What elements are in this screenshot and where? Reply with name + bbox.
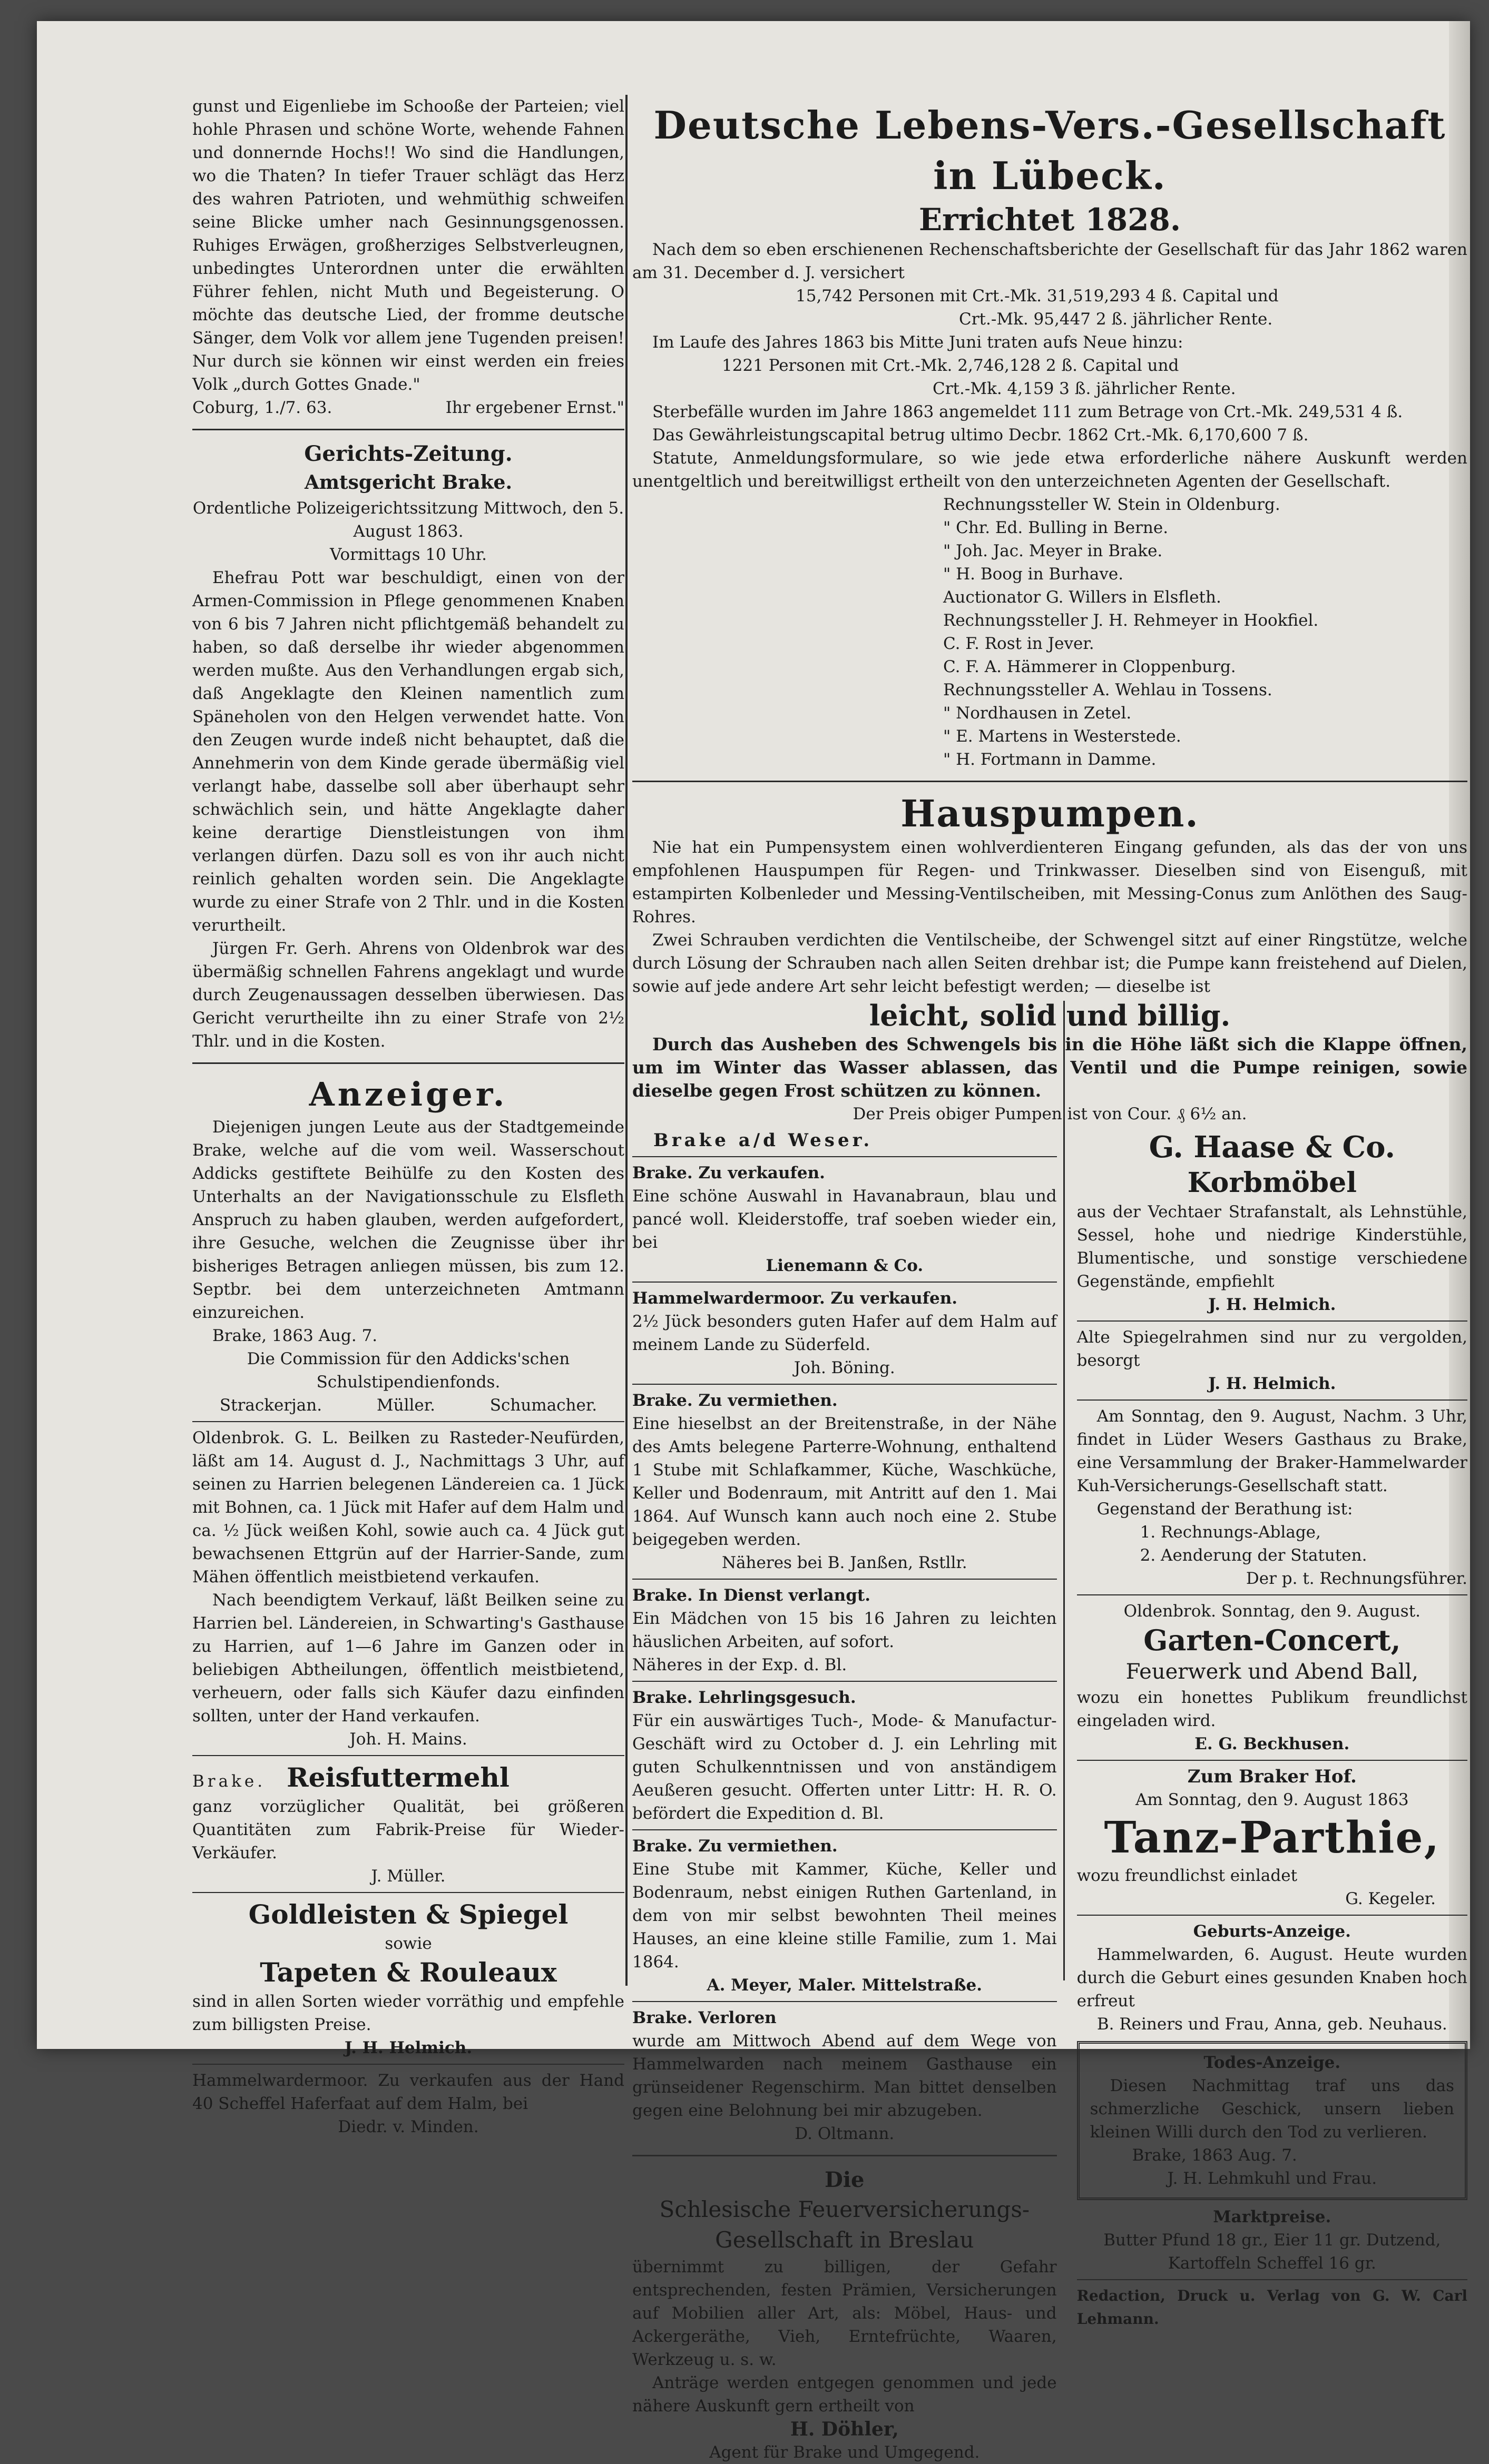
tod-signature: J. H. Lehmkuhl und Frau. bbox=[1167, 2169, 1377, 2188]
intro-signature: Ihr ergebener Ernst." bbox=[445, 398, 624, 417]
tod-date: Brake, 1863 Aug. 7. bbox=[1132, 2146, 1297, 2165]
ad-text: Eine Stube mit Kammer, Küche, Keller und Bodenraum, nebst einigen Ruthen Gartenland, in dem von mir selbst bewohnten Theil meines Hauses, an eine kleine stille Familie, zum 1. Mai 1864. bbox=[632, 1860, 1057, 1972]
ad-signature: A. Meyer, Maler. Mittelstraße. bbox=[707, 1976, 983, 1995]
ad-head: Brake. Zu vermiethen. bbox=[632, 1837, 838, 1856]
ad-text: wurde am Mittwoch Abend auf dem Wege von Hammelwarden nach meinem Gasthause ein grünseidener Regenschirm. Man bittet denselben gegen eine Belohnung bei mir abzugeben. bbox=[632, 2032, 1057, 2120]
divider bbox=[632, 2001, 1057, 2002]
korb-title: Korbmöbel bbox=[1187, 1167, 1357, 1199]
hafer-ad: Hammelwardermoor. Zu verkaufen aus der Hand 40 Scheffel Haferfaat auf dem Halm, bei bbox=[192, 2071, 624, 2113]
divider bbox=[192, 1755, 624, 1756]
reis-signature: J. Müller. bbox=[371, 1867, 446, 1886]
insurance-line-5: 1221 Personen mit Crt.-Mk. 2,746,128 2 ß. Capital und bbox=[722, 356, 1179, 375]
signer-name: Müller. bbox=[376, 1396, 436, 1415]
agent-line: " Chr. Ed. Bulling in Berne. bbox=[943, 518, 1169, 537]
korb-text: aus der Vechtaer Strafanstalt, als Lehnstühle, Sessel, hohe und niedrige Kinderstühle, Blumentische, und sonstige verschiedene Gegenstände, empfiehlt bbox=[1076, 1203, 1467, 1291]
agent-line: C. F. A. Hämmerer in Cloppenburg. bbox=[943, 657, 1236, 676]
divider bbox=[192, 429, 624, 430]
insurance-line-2: 15,742 Personen mit Crt.-Mk. 31,519,293 4 ß. Capital und bbox=[796, 287, 1279, 305]
insurance-line-4: Im Laufe des Jahres 1863 bis Mitte Juni traten aufs Neue hinzu: bbox=[652, 333, 1183, 352]
markt-text: Butter Pfund 18 gr., Eier 11 gr. Dutzend, Kartoffeln Scheffel 16 gr. bbox=[1103, 2231, 1441, 2273]
right-area bbox=[632, 100, 1467, 2462]
divider bbox=[1077, 1915, 1467, 1916]
divider bbox=[632, 1384, 1057, 1385]
insurance-line-9: Statute, Anmeldungsformulare, so wie jede etwa erforderliche nähere Auskunft werden unentgeltlich und bereitwilligst ertheilt von den unterzeichneten Agenten der Gesellschaft. bbox=[632, 449, 1467, 491]
kuh-subject: Gegenstand der Berathung ist: bbox=[1096, 1500, 1353, 1519]
pumps-slogan: leicht, solid und billig. bbox=[869, 999, 1231, 1032]
ad-signature: Näheres in der Exp. d. Bl. bbox=[632, 1655, 847, 1674]
divider bbox=[192, 1421, 624, 1422]
signer-name: Strackerjan. bbox=[219, 1396, 322, 1415]
agent-line: " Nordhausen in Zetel. bbox=[943, 704, 1132, 723]
goldleisten-signature: J. H. Helmich. bbox=[344, 2038, 473, 2057]
ad-head: Brake. Verloren bbox=[632, 2008, 777, 2027]
ad-head: Brake. Zu vermiethen. bbox=[632, 1391, 838, 1410]
ad-signature: Näheres bei B. Janßen, Rstllr. bbox=[721, 1553, 967, 1572]
korb-signature: J. H. Helmich. bbox=[1208, 1295, 1336, 1314]
ad-text: Eine schöne Auswahl in Havanabraun, blau und pancé woll. Kleiderstoffe, traf soeben wieder ein, bei bbox=[632, 1187, 1057, 1252]
agent-line: Rechnungssteller W. Stein in Oldenburg. bbox=[943, 495, 1280, 514]
reis-text: ganz vorzüglicher Qualität, bei größeren Quantitäten zum Fabrik-Preise für Wieder-Verkäufer. bbox=[192, 1797, 624, 1862]
hof-title: Zum Braker Hof. bbox=[1187, 1766, 1357, 1787]
oldenbrok-signature: Joh. H. Mains. bbox=[349, 1730, 467, 1749]
tod-text: Diesen Nachmittag traf uns das schmerzliche Geschick, unsern lieben kleinen Willi durch den Tod zu verlieren. bbox=[1090, 2076, 1454, 2142]
garten-subtitle: Feuerwerk und Abend Ball, bbox=[1125, 1660, 1419, 1684]
divider bbox=[1077, 1760, 1467, 1761]
stipend-date: Brake, 1863 Aug. 7. bbox=[212, 1326, 378, 1345]
imprint: Redaction, Druck u. Verlag von G. W. Carl Lehmann. bbox=[1076, 2287, 1467, 2328]
divider bbox=[192, 2064, 624, 2065]
divider bbox=[632, 1579, 1057, 1580]
divider bbox=[1077, 1320, 1467, 1322]
gericht-time: Vormittags 10 Uhr. bbox=[330, 545, 487, 564]
insurance-founded: Errichtet 1828. bbox=[918, 202, 1181, 238]
geburt-signature: B. Reiners und Frau, Anna, geb. Neuhaus. bbox=[1096, 2015, 1447, 2034]
kuh-text: Am Sonntag, den 9. August, Nachm. 3 Uhr, findet in Lüder Wesers Gasthaus zu Brake, eine Versammlung der Braker-Hammelwarder Kuh-Versicherungs-Gesellschaft statt. bbox=[1076, 1407, 1467, 1495]
pumps-price: Der Preis obiger Pumpen ist von Cour. ₰ 6½ an. bbox=[853, 1105, 1247, 1123]
agent-line: " E. Martens in Westerstede. bbox=[943, 727, 1181, 746]
spiegel-text: Alte Spiegelrahmen sind nur zu vergolden, besorgt bbox=[1076, 1328, 1467, 1370]
garten-signature: E. G. Beckhusen. bbox=[1194, 1734, 1350, 1753]
agent-line: Rechnungssteller A. Wehlau in Tossens. bbox=[943, 681, 1272, 699]
divider bbox=[192, 1062, 624, 1064]
ad-head: Brake. Zu verkaufen. bbox=[632, 1164, 825, 1182]
gericht-case-1: Ehefrau Pott war beschuldigt, einen von der Armen-Commission in Pflege genommenen Knaben von 6 bis 7 Jahren nicht pflichtgemäß behandelt zu haben, so daß derselbe ihr wieder abgenommen werden mußte. Aus den Verhandlungen ergab sich, daß Angeklagte den Kleinen namentlich zum Späneholen von den Helgen verwendet hatte. Von den Zeugen wurde indeß nicht behauptet, daß die Annehmerin von dem Kinde gerade übermäßig viel verlangt habe, dasselbe soll aber überhaupt sehr schwächlich sein, und hätte Angeklagte daher keine derartige Dienstleistungen von ihm verlangen dürfen. Dazu soll es von ihr auch nicht reinlich gehalten worden sein. Die Angeklagte wurde zu einer Strafe von 2 Thlr. und in die Kosten verurtheilt. bbox=[192, 568, 624, 935]
pumps-title: Hauspumpen. bbox=[900, 792, 1199, 835]
reis-title: Reisfuttermehl bbox=[287, 1762, 510, 1793]
ad-head: Hammelwardermoor. Zu verkaufen. bbox=[632, 1289, 958, 1308]
tod-title: Todes-Anzeige. bbox=[1203, 2053, 1341, 2072]
spiegel-signature: J. H. Helmich. bbox=[1208, 1374, 1336, 1393]
kuh-signature: Der p. t. Rechnungsführer. bbox=[1246, 1569, 1467, 1588]
gericht-session: Ordentliche Polizeigerichtssitzung Mittwoch, den 5. August 1863. bbox=[192, 499, 624, 541]
gericht-subtitle: Amtsgericht Brake. bbox=[305, 471, 512, 494]
insurance-line-7: Sterbefälle wurden im Jahre 1863 angemeldet 111 zum Betrage von Crt.-Mk. 249,531 4 ß. bbox=[652, 402, 1403, 421]
ad-text: 2½ Jück besonders guten Hafer auf dem Halm auf meinem Lande zu Süderfeld. bbox=[632, 1312, 1057, 1354]
pumps-text-1: Nie hat ein Pumpensystem einen wohlverdienteren Eingang gefunden, als das der von uns empfohlenen Hauspumpen für Regen- und Trinkwasser. Dieselben sind von Eisenguß, mit estampirten Kolbenleder und Messing-Ventilscheiben, mit Messing-Conus zum Anlöthen des Saug-Rohres. bbox=[632, 838, 1467, 927]
tapeten-title: Tapeten & Rouleaux bbox=[260, 1957, 557, 1988]
agent-line: " Joh. Jac. Meyer in Brake. bbox=[943, 541, 1163, 560]
divider bbox=[632, 1156, 1057, 1157]
geburt-title: Geburts-Anzeige. bbox=[1193, 1922, 1351, 1941]
schlesische-agent-role: Agent für Brake und Umgegend. bbox=[709, 2443, 980, 2462]
insurance-line-3: Crt.-Mk. 95,447 2 ß. jährlicher Rente. bbox=[959, 310, 1273, 329]
kuh-item: 1. Rechnungs-Ablage, bbox=[1140, 1523, 1321, 1542]
ad-signature: Lienemann & Co. bbox=[766, 1256, 924, 1275]
hof-line: Am Sonntag, den 9. August 1863 bbox=[1135, 1790, 1409, 1809]
lower-right-column bbox=[1066, 1129, 1467, 2464]
divider bbox=[1077, 1399, 1467, 1401]
anzeiger-title: Anzeiger. bbox=[309, 1075, 508, 1113]
garten-title: Garten-Concert, bbox=[1143, 1623, 1401, 1657]
goldleisten-sowie: sowie bbox=[385, 1934, 432, 1953]
haase-title: G. Haase & Co. bbox=[1149, 1130, 1396, 1165]
death-notice-box bbox=[1077, 2041, 1467, 2200]
schlesische-die: Die bbox=[825, 2167, 865, 2192]
ad-text: Ein Mädchen von 15 bis 16 Jahren zu leichten häuslichen Arbeiten, auf sofort. bbox=[632, 1609, 1057, 1651]
ad-head: Brake. In Dienst verlangt. bbox=[632, 1586, 870, 1605]
lower-left-column bbox=[632, 1129, 1066, 2464]
ad-head: Brake. Lehrlingsgesuch. bbox=[632, 1688, 856, 1707]
reis-place: Brake. bbox=[192, 1772, 266, 1791]
column-rule bbox=[625, 95, 628, 1986]
tanz-text: wozu freundlichst einladet bbox=[1076, 1866, 1298, 1885]
divider bbox=[1077, 2279, 1467, 2280]
insurance-line-1: Nach dem so eben erschienenen Rechenschaftsberichte der Gesellschaft für das Jahr 1862 waren am 31. December d. J. versichert bbox=[632, 240, 1467, 282]
schlesische-text: übernimmt zu billigen, der Gefahr entsprechenden, festen Prämien, Versicherungen auf Mobilien aller Art, als: Möbel, Haus- und Ackergeräthe, Vieh, Erntefrüchte, Waaren, Werkzeug u. s. w. bbox=[632, 2258, 1057, 2369]
divider bbox=[632, 781, 1467, 782]
ad-signature: Joh. Böning. bbox=[794, 1358, 895, 1377]
divider bbox=[1077, 1594, 1467, 1595]
signer-name: Schumacher. bbox=[489, 1396, 597, 1415]
stipend-notice: Diejenigen jungen Leute aus der Stadtgemeinde Brake, welche auf die vom weil. Wasserschout Addicks gestiftete Beihülfe zu den Kosten des Unterhalts an der Navigationsschule zu Elsfleth Anspruch zu haben glauben, werden aufgefordert, ihre Gesuche, welchen die Zeugnisse über ihr bisheriges Betragen anliegen müssen, bis zum 12. Septbr. bei dem unterzeichneten Amtmann einzureichen. bbox=[192, 1118, 624, 1322]
pumps-text-3: Durch das Ausheben des Schwengels bis in die Höhe läßt sich die Klappe öffnen, um im Winter das Wasser ablassen, das Ventil und die Pumpe reinigen, sowie dieselbe gegen Frost schützen zu können. bbox=[632, 1034, 1467, 1101]
insurance-title: Deutsche Lebens-Vers.-Gesellschaft in Lübeck. bbox=[653, 103, 1446, 198]
agent-line: Rechnungssteller J. H. Rehmeyer in Hookfiel. bbox=[943, 611, 1319, 630]
divider bbox=[632, 2155, 1057, 2156]
gericht-title: Gerichts-Zeitung. bbox=[304, 441, 513, 466]
oldenbrok-auction: Oldenbrok. G. L. Beilken zu Rasteder-Neufürden, läßt am 14. August d. J., Nachmittags 3 Uhr, auf seinen zu Harrien belegenen Ländereien ca. 1 Jück mit Bohnen, ca. 1 Jück mit Hafer auf dem Halm und ca. ½ Jück weißen Kohl, sowie auch ca. 4 Jück gut bewachsenen Ettgrün auf der Harrier-Sande, zum Mähen öffentlich meistbietend verkaufen. bbox=[192, 1428, 624, 1586]
goldleisten-text: sind in allen Sorten wieder vorräthig und empfehle zum billigsten Preise. bbox=[192, 1992, 624, 2034]
insurance-line-8: Das Gewährleistungscapital betrug ultimo Decbr. 1862 Crt.-Mk. 6,170,600 7 ß. bbox=[652, 426, 1309, 445]
ad-text: Für ein auswärtiges Tuch-, Mode- & Manufactur-Geschäft wird zu October d. J. ein Lehrling mit guten Schulkenntnissen und von anständigem Aeußeren gesucht. Offerten unter Littr: H. R. O. befördert die Expedition d. Bl. bbox=[632, 1711, 1057, 1823]
gericht-case-2: Jürgen Fr. Gerh. Ahrens von Oldenbrok war des übermäßig schnellen Fahrens angeklagt und wurde durch Zeugenaussagen desselben überwiesen. Das Gericht verurtheilte ihn zu einer Strafe von 2½ Thlr. und in die Kosten. bbox=[192, 939, 624, 1051]
divider bbox=[192, 1892, 624, 1893]
schlesische-title: Schlesische Feuerversicherungs-Gesellschaft in Breslau bbox=[659, 2196, 1030, 2253]
schlesische-agent: H. Döhler, bbox=[790, 2418, 899, 2440]
geburt-text: Hammelwarden, 6. August. Heute wurden durch die Geburt eines gesunden Knaben hoch erfreut bbox=[1076, 1945, 1467, 2010]
intro-place: Coburg, 1./7. 63. bbox=[192, 398, 332, 417]
schlesische-text-2: Anträge werden entgegen genommen und jede nähere Auskunft gern ertheilt von bbox=[632, 2373, 1057, 2416]
divider bbox=[632, 1829, 1057, 1830]
newspaper-page bbox=[37, 21, 1470, 2462]
oldenbrok-lease: Nach beendigtem Verkauf, läßt Beilken seine zu Harrien bel. Ländereien, in Schwarting's Gasthause zu Harrien, auf 1—6 Jahre im Ganzen oder in beliebigen Abtheilungen, öffentlich meistbietend, verheuern, oder falls sich Käufer dazu einfinden sollten, unter der Hand verkaufen. bbox=[192, 1591, 624, 1726]
insurance-line-6: Crt.-Mk. 4,159 3 ß. jährlicher Rente. bbox=[933, 379, 1236, 398]
garten-text: wozu ein honettes Publikum freundlichst eingeladen wird. bbox=[1076, 1688, 1467, 1730]
intro-text: gunst und Eigenliebe im Schooße der Parteien; viel hohle Phrasen und schöne Worte, wehende Fahnen und donnernde Hochs!! Wo sind die Handlungen, wo die Thaten? In tiefer Trauer schlägt das Herz des wahren Patrioten, und wehmüthig schweifen seine Blicke umher nach Gesinnungsgenossen. Ruhiges Erwägen, großherziges Selbstverleugnen, unbedingtes Unterordnen unter die erwählten Führer fehlen, nicht Muth und Begeisterung. O möchte das deutsche Lied, der fromme deutsche Sänger, dem Volk vor allem jene Tugenden preisen! Nur durch sie können wir einst werden ein freies Volk „durch Gottes Gnade." bbox=[192, 97, 624, 394]
left-column bbox=[192, 95, 624, 2136]
markt-title: Marktpreise. bbox=[1213, 2207, 1331, 2226]
stipend-commission: Die Commission für den Addicks'schen Schulstipendienfonds. bbox=[247, 1349, 570, 1392]
tanz-signature: G. Kegeler. bbox=[1345, 1889, 1436, 1908]
agent-line: " H. Boog in Burhave. bbox=[943, 565, 1124, 584]
pumps-text-2: Zwei Schrauben verdichten die Ventilscheibe, der Schwengel sitzt auf einer Ringstütze, welche durch Lösung der Schrauben nach allen Seiten drehbar ist; die Pumpe kann freistehend auf Dielen, sowie auf jede andere Art sehr leicht befestigt werden; — dieselbe ist bbox=[632, 931, 1467, 996]
ad-text: Eine hieselbst an der Breitenstraße, in der Nähe des Amts belegene Parterre-Wohnung, enthaltend 1 Stube mit Schlafkammer, Küche, Waschküche, Keller und Bodenraum, mit Antritt auf den 1. Mai 1864. Auf Wunsch kann auch noch eine 2. Stube beigegeben werden. bbox=[632, 1414, 1057, 1549]
agent-line: Auctionator G. Willers in Elsfleth. bbox=[943, 588, 1221, 607]
agent-line: C. F. Rost in Jever. bbox=[943, 634, 1094, 653]
tanz-title: Tanz-Parthie, bbox=[1104, 1812, 1441, 1863]
goldleisten-title: Goldleisten & Spiegel bbox=[248, 1899, 569, 1930]
kuh-item: 2. Aenderung der Statuten. bbox=[1140, 1546, 1367, 1565]
ad-signature: D. Oltmann. bbox=[795, 2124, 895, 2143]
garten-line: Oldenbrok. Sonntag, den 9. August. bbox=[1123, 1602, 1421, 1621]
divider bbox=[632, 1282, 1057, 1283]
agent-line: " H. Fortmann in Damme. bbox=[943, 750, 1157, 769]
pumps-place: Brake a/d Weser. bbox=[653, 1130, 873, 1151]
divider bbox=[632, 1681, 1057, 1682]
hafer-signature: Diedr. v. Minden. bbox=[338, 2117, 479, 2136]
